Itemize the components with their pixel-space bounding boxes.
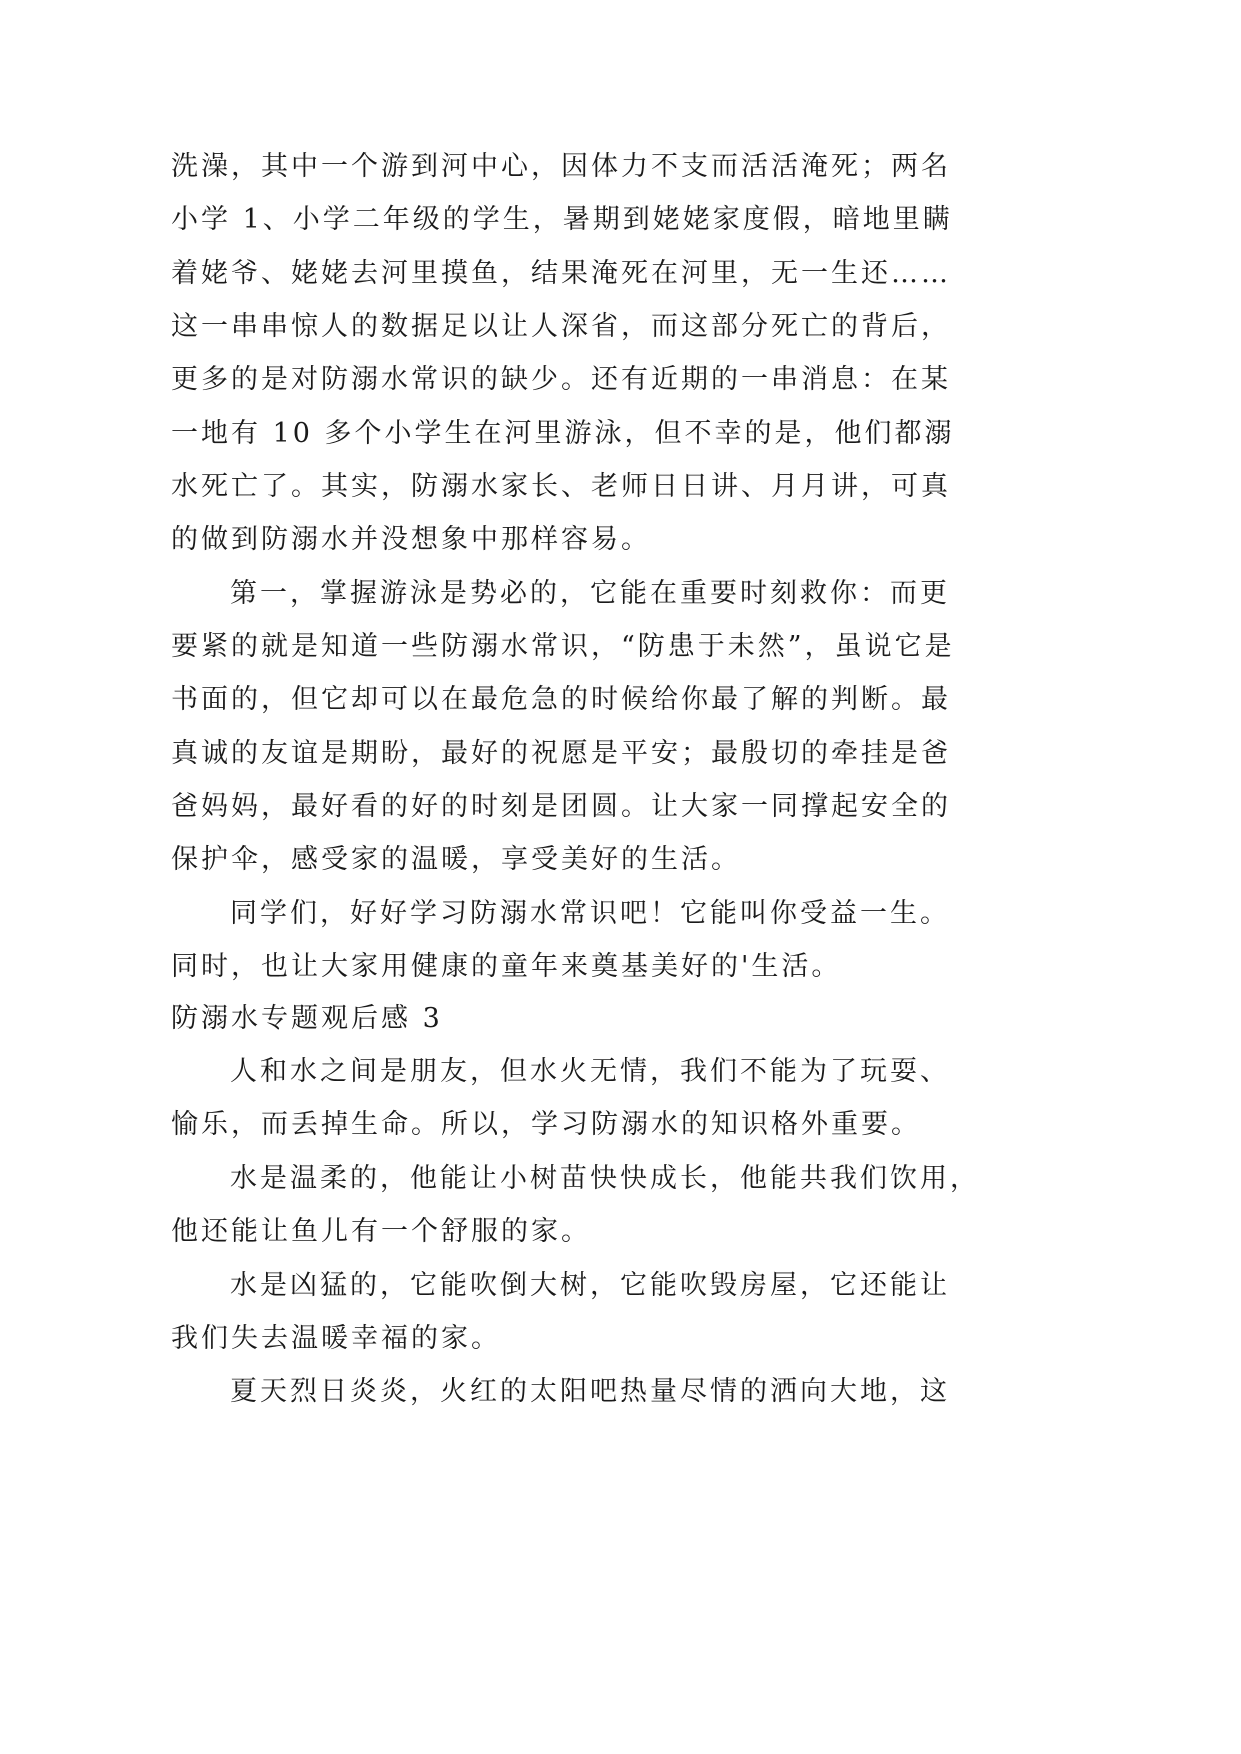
text-line: 愉乐，而丢掉生命。所以，学习防溺水的知识格外重要。 xyxy=(171,1109,921,1140)
section-heading: 防溺水专题观后感 3 xyxy=(171,1003,443,1034)
text-line: 爸妈妈，最好看的好的时刻是团圆。让大家一同撑起安全的 xyxy=(171,791,951,822)
text-line: 他还能让鱼儿有一个舒服的家。 xyxy=(171,1216,591,1247)
text-line: 这一串串惊人的数据足以让人深省，而这部分死亡的背后， xyxy=(171,311,951,342)
paragraph-first-line: 水是温柔的，他能让小树苗快快成长，他能共我们饮用， xyxy=(230,1163,980,1194)
text-line: 要紧的就是知道一些防溺水常识，“防患于未然”，虽说它是 xyxy=(171,631,955,662)
text-line: 着姥爷、姥姥去河里摸鱼，结果淹死在河里，无一生还…… xyxy=(171,258,951,289)
text-line: 真诚的友谊是期盼，最好的祝愿是平安；最殷切的牵挂是爸 xyxy=(171,738,951,769)
text-line: 洗澡，其中一个游到河中心，因体力不支而活活淹死；两名 xyxy=(171,151,951,182)
text-line: 保护伞，感受家的温暖，享受美好的生活。 xyxy=(171,844,741,875)
text-line: 书面的，但它却可以在最危急的时候给你最了解的判断。最 xyxy=(171,684,951,715)
text-line: 小学 1、小学二年级的学生，暑期到姥姥家度假，暗地里瞒 xyxy=(171,204,953,235)
paragraph-first-line: 人和水之间是朋友，但水火无情，我们不能为了玩耍、 xyxy=(230,1056,950,1087)
text-line: 我们失去温暖幸福的家。 xyxy=(171,1323,501,1354)
text-line: 更多的是对防溺水常识的缺少。还有近期的一串消息：在某 xyxy=(171,364,951,395)
text-line: 的做到防溺水并没想象中那样容易。 xyxy=(171,524,651,555)
text-line: 同时，也让大家用健康的童年来奠基美好的'生活。 xyxy=(171,951,842,982)
paragraph-first-line: 第一，掌握游泳是势必的，它能在重要时刻救你：而更 xyxy=(230,578,950,609)
paragraph-first-line: 同学们，好好学习防溺水常识吧！它能叫你受益一生。 xyxy=(230,898,950,929)
text-line: 水死亡了。其实，防溺水家长、老师日日讲、月月讲，可真 xyxy=(171,471,951,502)
paragraph-first-line: 水是凶猛的，它能吹倒大树，它能吹毁房屋，它还能让 xyxy=(230,1270,950,1301)
text-line: 一地有 10 多个小学生在河里游泳，但不幸的是，他们都溺 xyxy=(171,418,955,449)
paragraph-first-line: 夏天烈日炎炎，火红的太阳吧热量尽情的洒向大地，这 xyxy=(230,1376,950,1407)
